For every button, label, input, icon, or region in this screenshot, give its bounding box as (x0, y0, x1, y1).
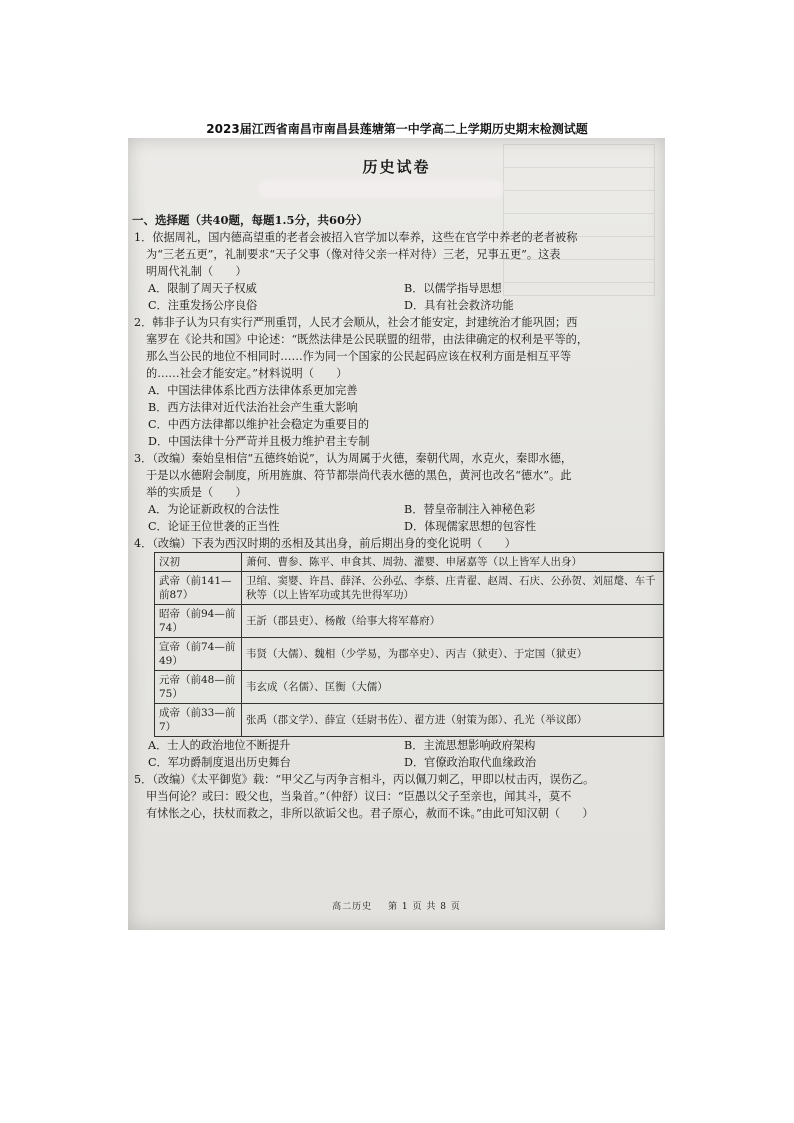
option-a[interactable]: A．中国法律体系比西方法律体系更加完善 (148, 384, 358, 397)
options (134, 737, 660, 771)
option-d[interactable]: D．中国法律十分严苛并且极力维护君主专制 (148, 435, 370, 448)
question-stem-cont: 那么当公民的地位不相同时……作为同一个国家的公民起码应该在权利方面是相互平等 (146, 350, 572, 363)
question-stem: 2．韩非子认为只有实行严刑重罚，人民才会顺从，社会才能安定，封建统治才能巩固；西 (134, 316, 578, 329)
option-a[interactable]: A．限制了周天子权威 (148, 282, 257, 295)
question-stem: 3．（改编）秦始皇相信“五德终始说”，认为周属于火德，秦朝代周，水克火，秦即水德， (134, 452, 573, 465)
page-footer (128, 899, 665, 912)
scanned-exam-page (128, 138, 665, 930)
option-a[interactable]: A．士人的政治地位不断提升 (148, 739, 291, 752)
option-d[interactable]: D．体现儒家思想的包容性 (404, 520, 537, 533)
chancellor-table (154, 552, 664, 737)
table-cell-era: 汉初 (155, 553, 242, 572)
table-row (155, 572, 664, 605)
question-3 (132, 450, 660, 535)
question-4 (132, 535, 660, 771)
table-cell-people: 萧何、曹参、陈平、申食其、周勃、灌婴、申屠嘉等（以上皆军人出身） (242, 553, 664, 572)
table-cell-people: 卫绾、窦婴、许昌、薛泽、公孙弘、李蔡、庄青翟、赵周、石庆、公孙贺、刘屈氂、车千秋等（以上皆军功或其先世得军功） (242, 572, 664, 605)
question-1 (132, 229, 660, 314)
table-cell-era: 宣帝（前74—前49） (155, 638, 242, 671)
question-stem: 1．依据周礼，国内德高望重的老者会被招入官学加以奉养，这些在官学中养老的老者被称 (134, 231, 578, 244)
option-b[interactable]: B．以儒学指导思想 (404, 282, 502, 295)
footer-subject: 高二历史 (332, 902, 373, 912)
option-d[interactable]: D．具有社会救济功能 (404, 299, 514, 312)
footer-page-number: 第 1 页 共 8 页 (388, 902, 461, 912)
question-stem-cont: 塞罗在《论共和国》中论述：“既然法律是公民联盟的纽带，由法律确定的权利是平等的， (146, 333, 589, 346)
table-cell-people: 韦贤（大儒）、魏相（少学易，为郡卒史）、丙吉（狱吏）、于定国（狱吏） (242, 638, 664, 671)
table-cell-people: 韦玄成（名儒）、匡衡（大儒） (242, 671, 664, 704)
question-stem-cont: 于是以水德附会制度，所用旌旗、符节都崇尚代表水德的黑色，黄河也改名“德水”。此 (146, 469, 572, 482)
blurred-name-field (258, 180, 503, 198)
table-cell-era: 元帝（前48—前75） (155, 671, 242, 704)
question-2 (132, 314, 660, 450)
question-stem-cont: 有怵怅之心，扶杖而救之，非所以欲诟父也。君子原心，赦而不诛。”由此可知汉朝（ ） (146, 807, 594, 820)
question-stem-cont: 明周代礼制（ ） (146, 265, 247, 278)
question-stem-cont: 的……社会才能安定。”材料说明（ ） (146, 367, 348, 380)
option-c[interactable]: C．注重发扬公序良俗 (148, 299, 258, 312)
table-row (155, 671, 664, 704)
table-cell-era: 武帝（前141—前87） (155, 572, 242, 605)
question-stem: 4．（改编）下表为西汉时期的丞相及其出身，前后期出身的变化说明（ ） (134, 537, 516, 550)
question-5 (132, 771, 660, 822)
table-row (155, 605, 664, 638)
table-cell-era: 成帝（前33—前7） (155, 704, 242, 737)
question-stem-cont: 举的实质是（ ） (146, 486, 247, 499)
option-c[interactable]: C．军功爵制度退出历史舞台 (148, 756, 291, 769)
table-cell-people: 张禹（郡文学）、薛宣（廷尉书佐）、翟方进（射策为郎）、孔光（举议郎） (242, 704, 664, 737)
option-c[interactable]: C．中西方法律都以维护社会稳定为重要目的 (148, 418, 370, 431)
question-stem-cont: 为“三老五更”，礼制要求“天子父事（像对待父亲一样对待）三老，兄事五更”。这表 (146, 248, 561, 261)
table-row (155, 553, 664, 572)
question-stem: 5．（改编）《太平御览》载：“甲父乙与丙争言相斗，丙以佩刀刺乙，甲即以杖击丙，误伤乙。 (134, 773, 595, 786)
option-b[interactable]: B．替皇帝制注入神秘色彩 (404, 503, 536, 516)
section-heading: 一、选择题（共40题，每题1.5分，共60分） (132, 213, 369, 227)
table-row (155, 704, 664, 737)
table-cell-people: 王訢（郡县吏）、杨敞（给事大将军幕府） (242, 605, 664, 638)
option-c[interactable]: C．论证王位世袭的正当性 (148, 520, 280, 533)
table-cell-era: 昭帝（前94—前74） (155, 605, 242, 638)
options (134, 501, 660, 535)
option-b[interactable]: B．主流思想影响政府架构 (404, 739, 536, 752)
exam-content (132, 212, 660, 822)
table-row (155, 638, 664, 671)
option-a[interactable]: A．为论证新政权的合法性 (148, 503, 280, 516)
paper-title: 历史试卷 (362, 158, 431, 176)
options (134, 280, 660, 314)
option-b[interactable]: B．西方法律对近代法治社会产生重大影响 (148, 401, 358, 414)
question-stem-cont: 甲当何论？或曰：殴父也，当枭首。”（仲舒）议曰：“臣愚以父子至亲也，闻其斗，莫不 (146, 790, 572, 803)
option-d[interactable]: D．官僚政治取代血缘政治 (404, 756, 537, 769)
document-title: 2023届江西省南昌市南昌县莲塘第一中学高二上学期历史期末检测试题 (206, 122, 588, 136)
